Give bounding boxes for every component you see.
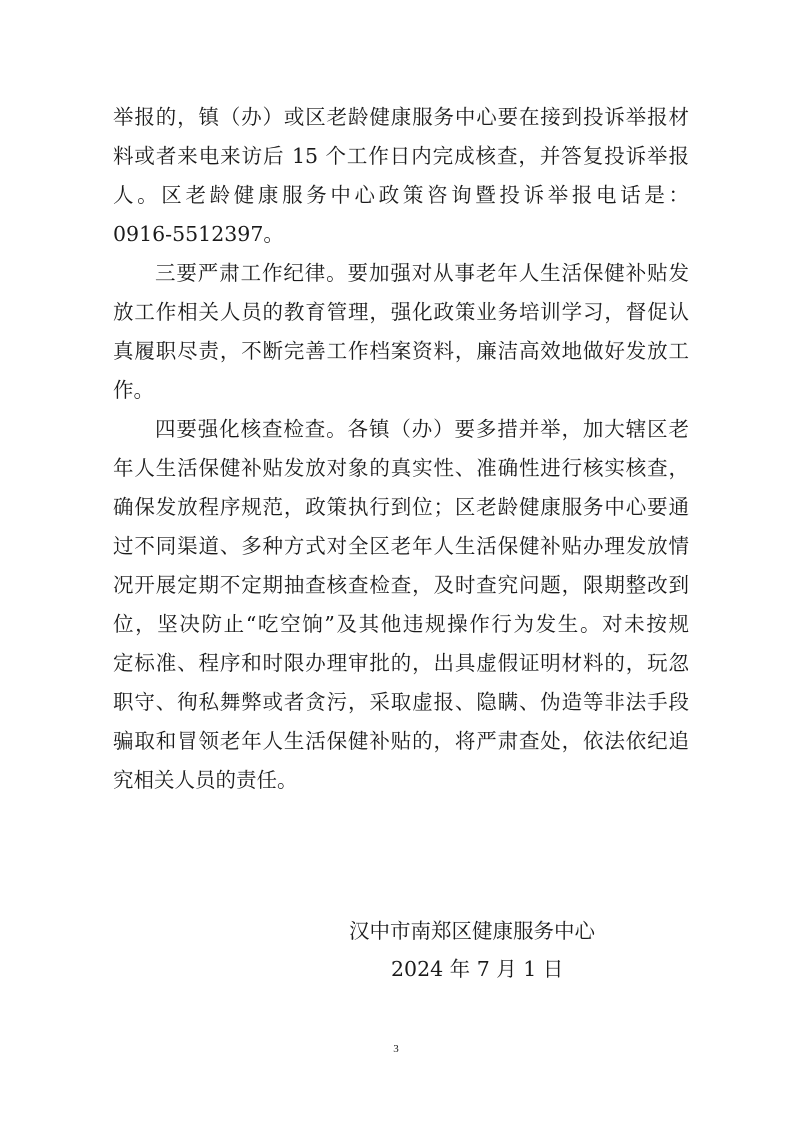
text-line: 作。	[113, 378, 154, 402]
text-line: 究相关人员的责任。	[113, 768, 298, 792]
text-line: 年人生活保健补贴发放对象的真实性、准确性进行核实核查，	[113, 456, 689, 480]
text-line: 确保发放程序规范，政策执行到位；区老龄健康服务中心要通	[113, 495, 689, 519]
paragraph-complaint-response	[113, 98, 689, 254]
text-line: 放工作相关人员的教育管理，强化政策业务培训学习，督促认	[113, 300, 689, 324]
text-line: 职守、徇私舞弊或者贪污，采取虚报、隐瞒、伪造等非法手段	[113, 690, 689, 714]
text-line: 过不同渠道、多种方式对全区老年人生活保健补贴办理发放情	[113, 534, 689, 558]
text-line: 三要严肃工作纪律。要加强对从事老年人生活保健补贴发	[155, 261, 689, 285]
text-line: 况开展定期不定期抽查核查检查，及时查究问题，限期整改到	[113, 573, 689, 597]
text-line: 位，坚决防止“吃空饷”及其他违规操作行为发生。对未按规	[113, 612, 689, 636]
body-text	[113, 98, 689, 800]
text-line: 人。区老龄健康服务中心政策咨询暨投诉举报电话是：	[113, 183, 689, 207]
page-number: 3	[393, 1043, 399, 1055]
organization-name: 汉中市南郑区健康服务中心	[349, 919, 595, 943]
paragraph-discipline	[113, 254, 689, 410]
text-line: 0916-5512397。	[113, 222, 284, 246]
paragraph-verification	[113, 410, 689, 800]
text-line: 举报的，镇（办）或区老龄健康服务中心要在接到投诉举报材	[113, 105, 689, 129]
text-line: 真履职尽责，不断完善工作档案资料，廉洁高效地做好发放工	[113, 339, 689, 363]
text-line: 骗取和冒领老年人生活保健补贴的，将严肃查处，依法依纪追	[113, 729, 689, 753]
text-line: 料或者来电来访后 15 个工作日内完成核查，并答复投诉举报	[113, 144, 689, 168]
text-line: 四要强化核查检查。各镇（办）要多措并举，加大辖区老	[155, 417, 689, 441]
text-line: 定标准、程序和时限办理审批的，出具虚假证明材料的，玩忽	[113, 651, 689, 675]
issue-date: 2024 年 7 月 1 日	[391, 957, 564, 981]
